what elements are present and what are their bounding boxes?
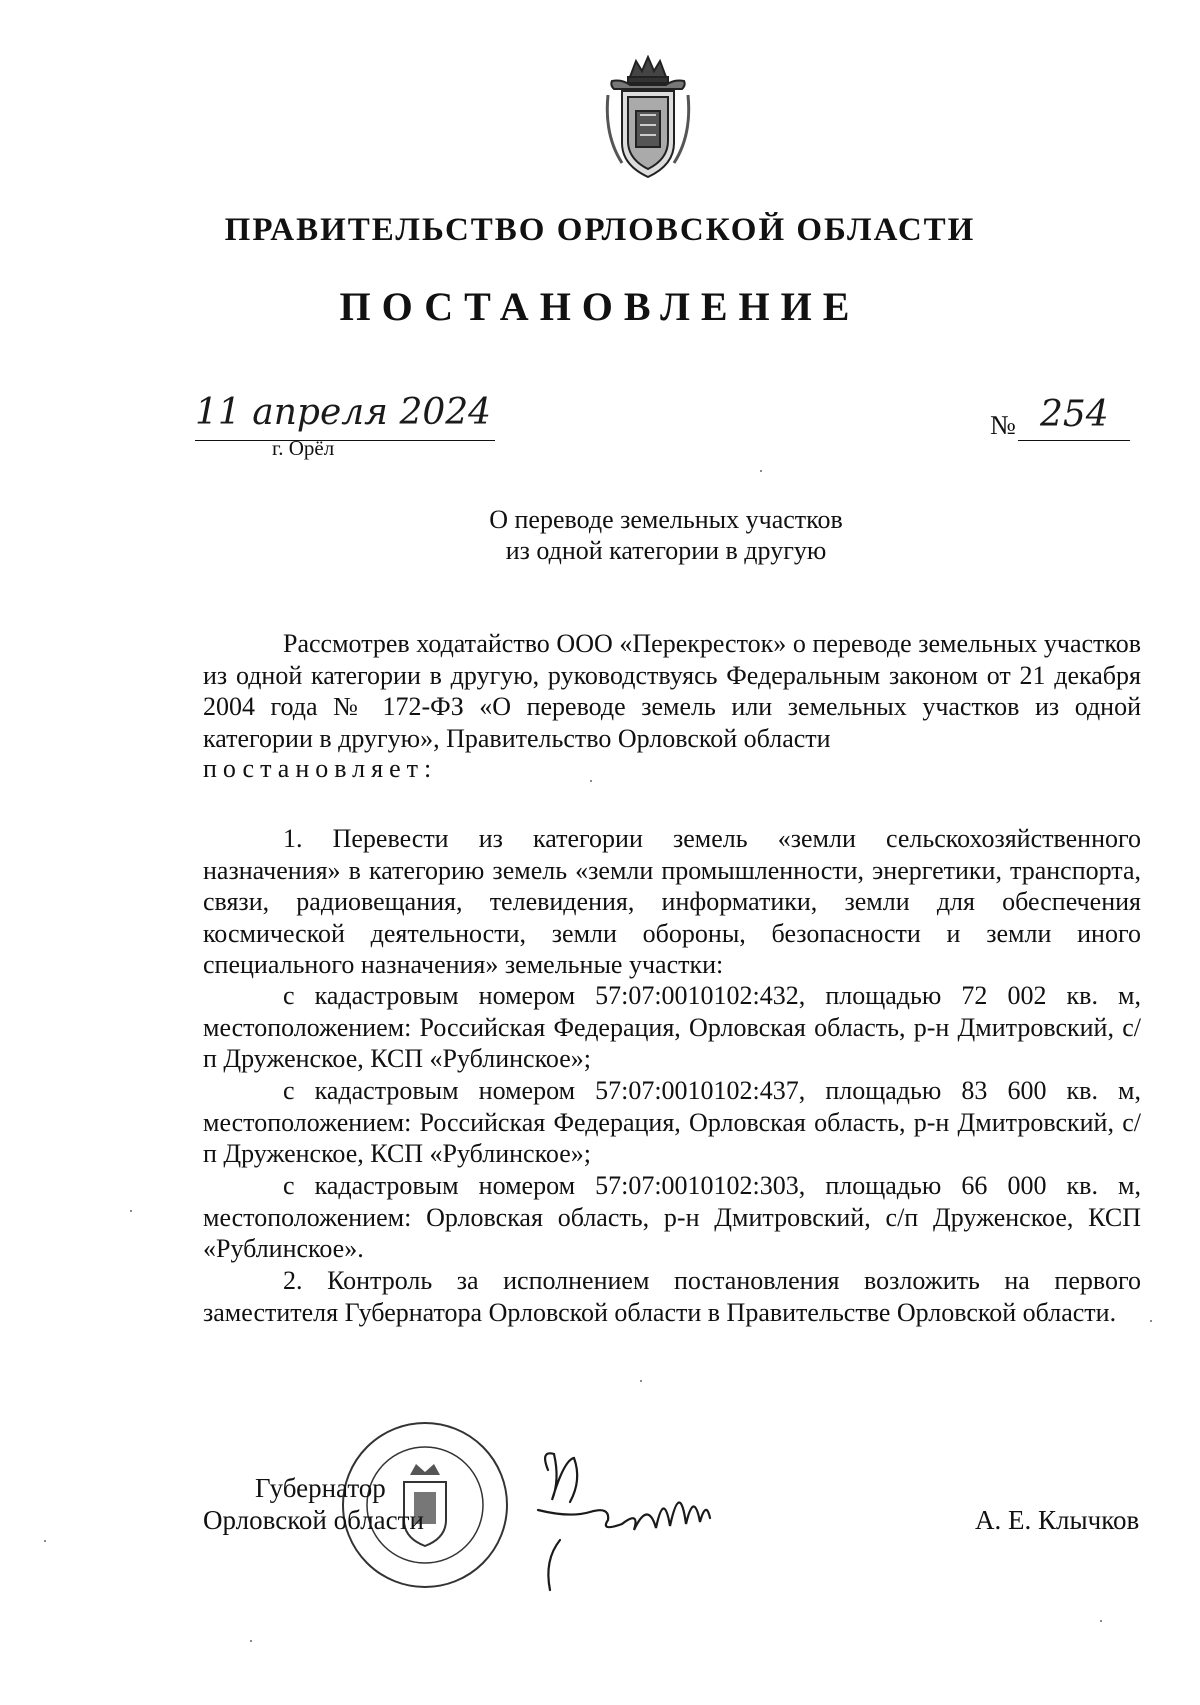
- signatory-name: А. Е. Клычков: [975, 1505, 1140, 1535]
- subject-line-1: О переводе земельных участков: [489, 505, 843, 534]
- city: г. Орёл: [272, 436, 335, 460]
- scan-speck: [44, 1540, 46, 1542]
- handwritten-number: 254: [1040, 394, 1109, 435]
- paragraph-intro: [203, 628, 1141, 754]
- scan-speck: [1100, 1620, 1102, 1622]
- paragraph-plot-2-text: с кадастровым номером 57:07:0010102:437, площадью 83 600 кв. м, местоположением: Российская Федерация, Орловская область, р-н Дмитровский, с/п Друженское, КСП «Рублинское»;: [203, 1076, 1141, 1168]
- paragraph-item-2: [203, 1265, 1141, 1328]
- paragraph-plot-3-text: с кадастровым номером 57:07:0010102:303, площадью 66 000 кв. м, местоположением: Орловская область, р-н Дмитровский, с/п Друженское, КСП «Рублинское».: [203, 1171, 1141, 1263]
- document-type: ПОСТАНОВЛЕНИЕ: [339, 284, 861, 329]
- date-underline: [195, 440, 495, 441]
- paragraph-plot-1-text: с кадастровым номером 57:07:0010102:432, площадью 72 002 кв. м, местоположением: Российская Федерация, Орловская область, р-н Дмитровский, с/п Друженское, КСП «Рублинское»;: [203, 981, 1141, 1073]
- subject-line-2: из одной категории в другую: [505, 536, 827, 565]
- coat-of-arms-icon: [600, 55, 696, 183]
- scan-speck: [760, 470, 762, 472]
- number-underline: [1018, 440, 1130, 441]
- handwritten-signature: [530, 1440, 730, 1600]
- paragraph-intro-text: Рассмотрев ходатайство ООО «Перекресток» о переводе земельных участков из одной категории в другую, руководствуясь Федеральным законом от 21 декабря 2004 года № 172-ФЗ «О переводе земель или земельных участков из одной категории в другую», Правительство Орловской области: [203, 629, 1141, 753]
- resolve-word: постановляет:: [203, 754, 438, 783]
- paragraph-item-1: [203, 823, 1141, 981]
- paragraph-plot-2: [203, 1075, 1141, 1170]
- signatory-title-line-1: Губернатор: [255, 1473, 386, 1503]
- scan-speck: [640, 1380, 642, 1382]
- scan-speck: [130, 1210, 132, 1212]
- paragraph-item-2-text: 2. Контроль за исполнением постановления возложить на первого заместителя Губернатора Орловской области в Правительстве Орловской области.: [203, 1266, 1141, 1327]
- handwritten-date: 11 апреля 2024: [195, 392, 492, 433]
- signatory-title-line-2: Орловской области: [203, 1505, 424, 1535]
- number-label: №: [990, 410, 1016, 440]
- scan-speck: [1150, 1320, 1152, 1322]
- scan-speck: [590, 780, 592, 782]
- paragraph-plot-1: [203, 980, 1141, 1075]
- paragraph-item-1-text: 1. Перевести из категории земель «земли сельскохозяйственного назначения» в категорию земель «земли промышленности, энергетики, транспорта, связи, радиовещания, телевидения, информатики, земли для обеспечения космической деятельности, земли обороны, безопасности и земли иного специального назначения» земельные участки:: [203, 824, 1141, 979]
- government-title: ПРАВИТЕЛЬСТВО ОРЛОВСКОЙ ОБЛАСТИ: [224, 212, 976, 248]
- paragraph-plot-3: [203, 1170, 1141, 1265]
- scan-speck: [250, 1640, 252, 1642]
